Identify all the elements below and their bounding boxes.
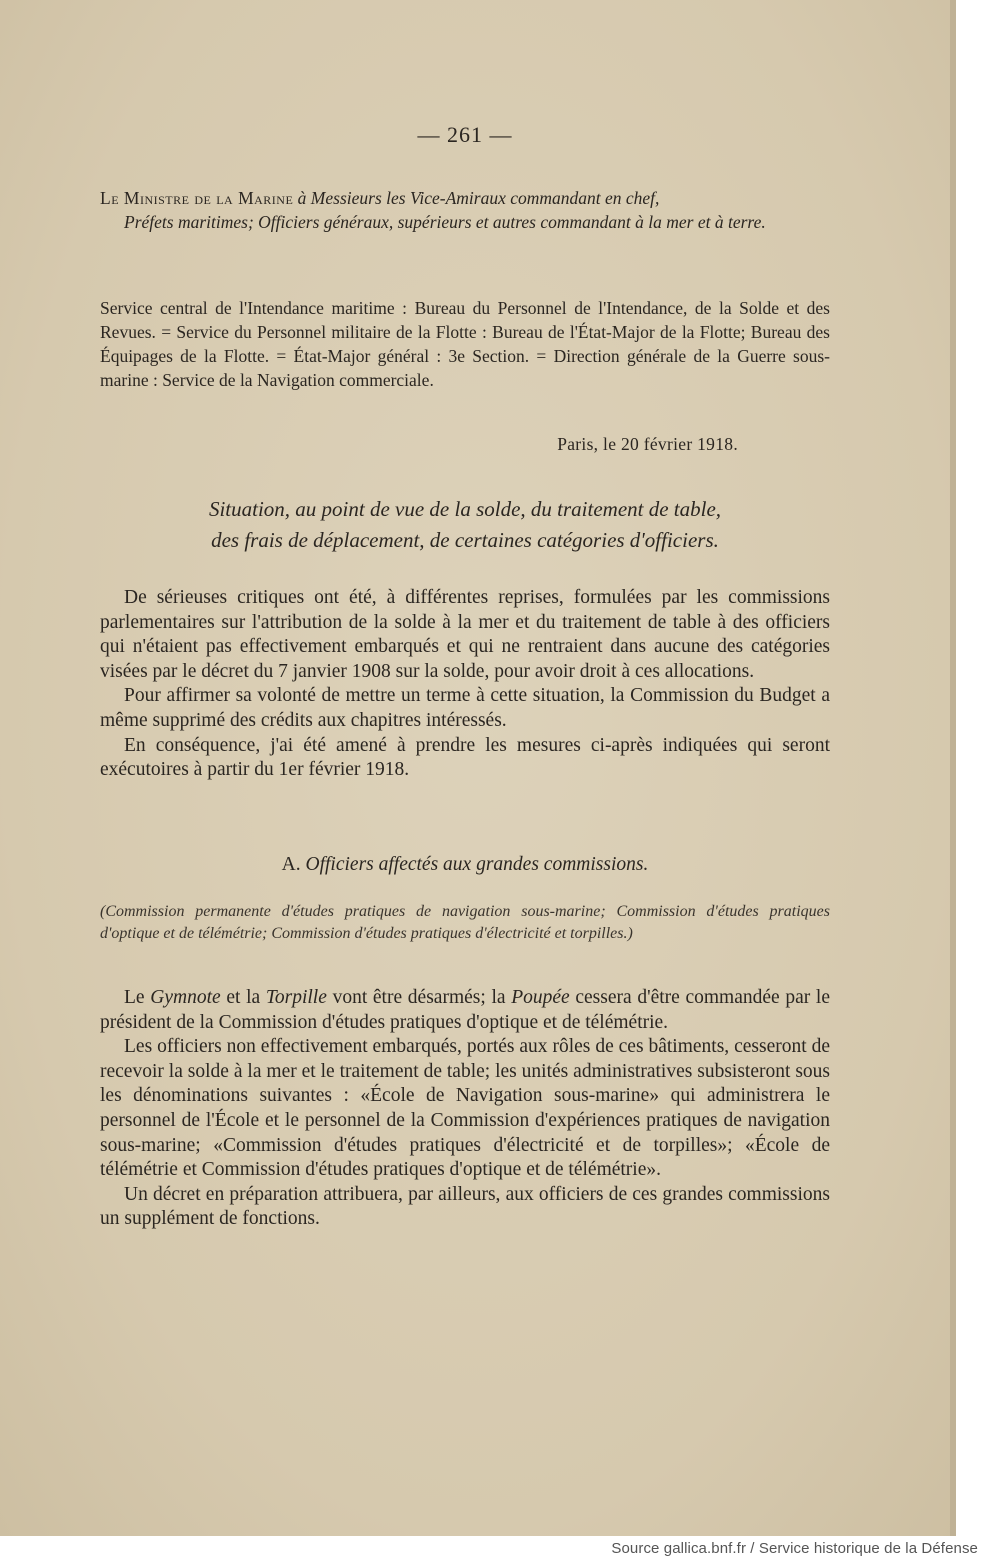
source-credit: Source gallica.bnf.fr / Service historique de la Défense bbox=[611, 1540, 978, 1557]
section-a-title: Officiers affectés aux grandes commissions. bbox=[305, 854, 649, 875]
section-a-paragraph-2: Les officiers non effectivement embarqués, portés aux rôles de ces bâtiments, cesseront de recevoir la solde à la mer et le traitement de table; les unités administratives subsisteront sous les dénominations suivantes : «École de Navigation sous-marine» qui administrera le personnel de l'École et le personnel de la Commission d'expériences pratiques de navigation sous-marine; «Commission d'études pratiques d'électricité et de torpilles»; «École de télémétrie et Commission d'études pratiques d'optique et de télémétrie». bbox=[100, 1036, 830, 1181]
section-a-paragraph-1: Le Gymnote et la Torpille vont être désarmés; la Poupée cessera d'être commandée par le président de la Commission d'études pratiques d'optique et de télémétrie. bbox=[100, 987, 831, 1033]
address-block bbox=[100, 186, 830, 234]
address-sender: Le Ministre de la Marine bbox=[100, 188, 294, 208]
document-title bbox=[100, 494, 830, 556]
services-block: Service central de l'Intendance maritime : Bureau du Personnel de l'Intendance, de la Solde et des Revues. = Service du Personnel militaire de la Flotte : Bureau de l'État-Major de la Flotte; Bureau des Équipages de la Flotte. = État-Major général : 3e Section. = Direction générale de la Guerre sous-marine : Service de la Navigation commerciale. bbox=[100, 298, 830, 390]
section-a-heading bbox=[0, 854, 930, 876]
ship-name-poupee: Poupée bbox=[511, 987, 570, 1008]
intro-paragraph-3: En conséquence, j'ai été amené à prendre les mesures ci-après indiquées qui seront exécutoires à partir du 1er février 1918. bbox=[100, 734, 830, 781]
page-number: — 261 — bbox=[417, 122, 513, 147]
intro-paragraph-1: De sérieuses critiques ont été, à différentes reprises, formulées par les commissions parlementaires sur l'attribution de la solde à la mer et du traitement de table à des officiers qui n'étaient pas effectivement embarqués et qui ne rentraient dans aucune des catégories visées par le décret du 7 janvier 1908 sur la solde, pour avoir droit à ces allocations. bbox=[100, 587, 830, 682]
address-recipient-line2: Préfets maritimes; Officiers généraux, supérieurs et autres commandant à la mer et à terre. bbox=[124, 212, 766, 232]
intro-section bbox=[100, 586, 830, 783]
page-edge bbox=[950, 0, 956, 1536]
title-line-2: des frais de déplacement, de certaines catégories d'officiers. bbox=[211, 528, 719, 552]
section-a-label: A. bbox=[281, 854, 301, 875]
address-recipient-line1: à Messieurs les Vice-Amiraux commandant en chef, bbox=[297, 188, 660, 208]
section-a-body bbox=[100, 986, 830, 1232]
title-line-1: Situation, au point de vue de la solde, du traitement de table, bbox=[208, 497, 722, 521]
ship-name-gymnote: Gymnote bbox=[150, 987, 221, 1008]
section-a-note: (Commission permanente d'études pratiques de navigation sous-marine; Commission d'études pratiques d'optique et de télémétrie; Commission d'études pratiques d'électricité et torpilles.) bbox=[100, 903, 830, 942]
ship-name-torpille: Torpille bbox=[265, 987, 327, 1008]
intro-paragraph-2: Pour affirmer sa volonté de mettre un terme à cette situation, la Commission du Budget a même supprimé des crédits aux chapitres intéressés. bbox=[100, 685, 830, 731]
section-a-paragraph-3: Un décret en préparation attribuera, par ailleurs, aux officiers de ces grandes commissions un supplément de fonctions. bbox=[100, 1183, 830, 1230]
letter-date: Paris, le 20 février 1918. bbox=[557, 434, 738, 454]
